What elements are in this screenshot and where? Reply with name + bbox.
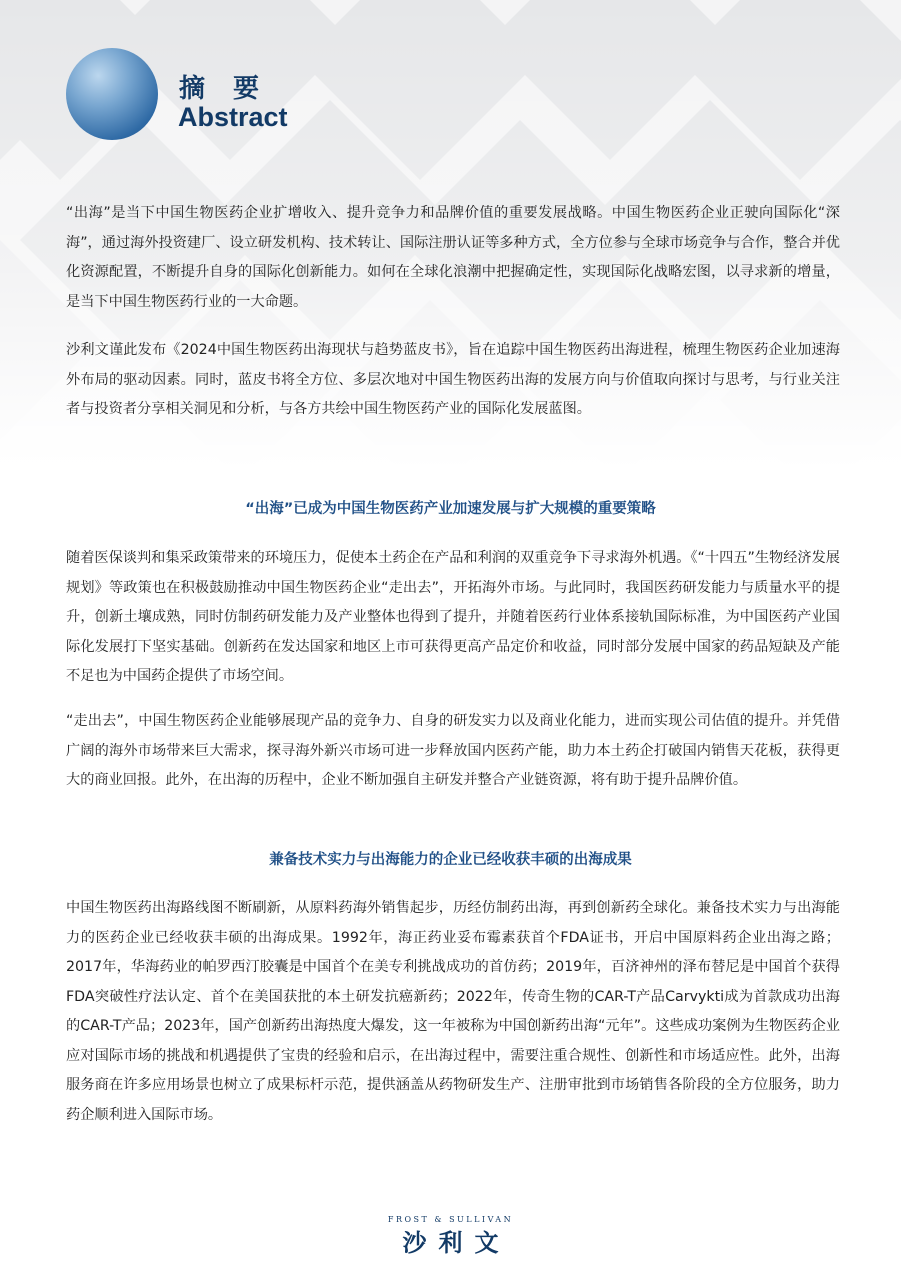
brand-logo-chinese: 沙利文 — [402, 1229, 511, 1257]
section2-paragraph-1: 中国生物医药出海路线图不断刷新，从原料药海外销售起步，历经仿制药出海，再到创新药全球化。兼备技术实力与出海能力的医药企业已经收获丰硕的出海成果。1992年，海正药业妥布霉素获首个FDA证书，开启中国原料药企业出海之路；2017年，华海药业的帕罗西汀胶囊是中国首个在美专利挑战成功的首仿药；2019年，百济神州的泽布替尼是中国首个获得FDA突破性疗法认定、首个在美国获批的本土研发抗癌新药；2022年，传奇生物的CAR-T产品Carvykti成为首款成功出海的CAR-T产品；2023年，国产创新药出海热度大爆发，这一年被称为中国创新药出海“元年”。这些成功案例为生物医药企业应对国际市场的挑战和机遇提供了宝贵的经验和启示，在出海过程中，需要注重合规性、创新性和市场适应性。此外，出海服务商在许多应用场景也树立了成果标杆示范，提供涵盖从药物研发生产、注册审批到市场销售各阶段的全方位服务，助力药企顺利进入国际市场。 — [66, 900, 840, 1123]
brand-name-english: FROST & SULLIVAN — [387, 1215, 514, 1224]
intro-paragraph-1: “出海”是当下中国生物医药企业扩增收入、提升竞争力和品牌价值的重要发展战略。中国生物医药企业正驶向国际化“深海”，通过海外投资建厂、设立研发机构、技术转让、国际注册认证等多种方式，全方位参与全球市场竞争与合作，整合并优化资源配置，不断提升自身的国际化创新能力。如何在全球化浪潮中把握确定性，实现国际化战略宏图，以寻求新的增量，是当下中国生物医药行业的一大命题。 — [66, 205, 840, 310]
decorative-circle — [66, 48, 158, 140]
section1-paragraph-1: 随着医保谈判和集采政策带来的环境压力，促使本土药企在产品和利润的双重竞争下寻求海外机遇。《“十四五”生物经济发展规划》等政策也在积极鼓励推动中国生物医药企业“走出去”，开拓海外市场。与此同时，我国医药研发能力与质量水平的提升，创新土壤成熟，同时仿制药研发能力及产业整体也得到了提升，并随着医药行业体系接轨国际标准，为中国医药产业国际化发展打下坚实基础。创新药在发达国家和地区上市可获得更高产品定价和收益，同时部分发展中国家的药品短缺及产能不足也为中国药企提供了市场空间。 — [66, 550, 840, 684]
abstract-header — [66, 48, 386, 148]
title-chinese: 摘要 — [179, 74, 288, 104]
footer-brand — [0, 1214, 901, 1258]
intro-paragraph-2: 沙利文谨此发布《2024中国生物医药出海现状与趋势蓝皮书》，旨在追踪中国生物医药出海进程，梳理生物医药企业加速海外布局的驱动因素。同时，蓝皮书将全方位、多层次地对中国生物医药出海的发展方向与价值取向探讨与思考，与行业关注者与投资者分享相关洞见和分析，与各方共绘中国生物医药产业的国际化发展蓝图。 — [66, 342, 840, 417]
section1-paragraph-2: “走出去”，中国生物医药企业能够展现产品的竞争力、自身的研发实力以及商业化能力，进而实现公司估值的提升。并凭借广阔的海外市场带来巨大需求，探寻海外新兴市场可进一步释放国内医药产能，助力本土药企打破国内销售天花板，获得更大的商业回报。此外，在出海的历程中，企业不断加强自主研发并整合产业链资源，将有助于提升品牌价值。 — [66, 713, 840, 788]
section-heading-2: 兼备技术实力与出海能力的企业已经收获丰硕的出海成果 — [269, 852, 632, 868]
title-english: Abstract — [178, 102, 288, 132]
section-heading-1: “出海”已成为中国生物医药产业加速发展与扩大规模的重要策略 — [245, 501, 656, 517]
